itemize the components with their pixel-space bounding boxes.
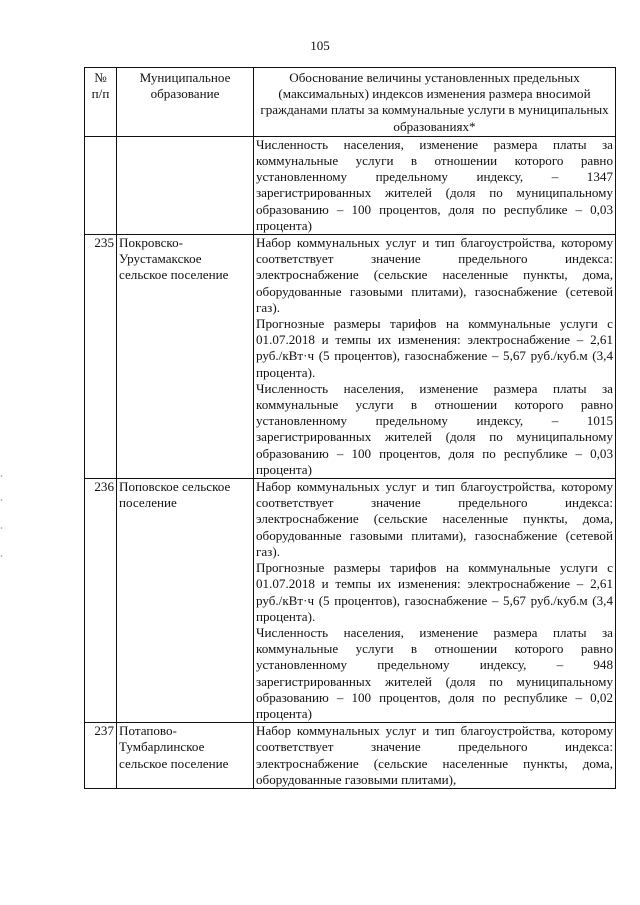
- header-municipality: Муниципальное образование: [117, 68, 254, 137]
- header-justification: Обоснование величины установленных предельных (максимальных) индексов изменения размера вносимой гражданами платы за коммунальные услуги в муниципальных образованиях*: [254, 68, 616, 137]
- row-number: [85, 136, 117, 234]
- table-header: [85, 68, 616, 137]
- population-paragraph: Численность населения, изменение размера платы за коммунальные услуги в отношении которого равно установленному предельному индексу, – 948 зарегистрированных жителей (доля по муниципальному образованию – 100 процентов, доля по республике – 0,02 процента): [256, 624, 613, 721]
- services-paragraph: Набор коммунальных услуг и тип благоустройства, которому соответствует значение предельного индекса: электроснабжение (сельские населенные пункты, дома, оборудованные газовыми плитами),: [256, 723, 613, 787]
- population-paragraph: Численность населения, изменение размера платы за коммунальные услуги в отношении которого равно установленному предельному индексу, – 1015 зарегистрированных жителей (доля по муниципальному образованию – 100 процентов, доля по республике – 0,03 процента): [256, 380, 613, 477]
- margin-punch-marks: [0, 470, 3, 580]
- municipality-name: [117, 136, 254, 234]
- municipality-name: Поповское сельское поселение: [117, 479, 254, 723]
- table-row: [85, 136, 616, 234]
- table-row: [85, 235, 616, 479]
- page-number: 105: [310, 38, 330, 53]
- justification-cell: [254, 136, 616, 234]
- justification-cell: [254, 479, 616, 723]
- municipality-name: Потапово-Тумбарлинское сельское поселение: [117, 723, 254, 789]
- tariff-index-table: [84, 67, 616, 789]
- tariffs-paragraph: Прогнозные размеры тарифов на коммунальные услуги с 01.07.2018 и темпы их изменения: электроснабжение – 2,61 руб./кВт·ч (5 процентов), газоснабжение – 5,67 руб./куб.м (3,4 процента).: [256, 316, 613, 380]
- row-number: 235: [85, 235, 117, 479]
- table-row: [85, 479, 616, 723]
- municipality-name: Покровско-Урустамакское сельское поселение: [117, 235, 254, 479]
- header-num: № п/п: [85, 68, 117, 137]
- services-paragraph: Набор коммунальных услуг и тип благоустройства, которому соответствует значение предельного индекса: электроснабжение (сельские населенные пункты, дома, оборудованные газовыми плитами), газоснабжение (сетевой газ).: [256, 479, 613, 559]
- population-paragraph: Численность населения, изменение размера платы за коммунальные услуги в отношении которого равно установленному предельному индексу, – 1347 зарегистрированных жителей (доля по муниципальному образованию – 100 процентов, доля по республике – 0,03 процента): [256, 136, 613, 233]
- services-paragraph: Набор коммунальных услуг и тип благоустройства, которому соответствует значение предельного индекса: электроснабжение (сельские населенные пункты, дома, оборудованные газовыми плитами), газоснабжение (сетевой газ).: [256, 235, 613, 315]
- table-row: [85, 723, 616, 789]
- justification-cell: [254, 723, 616, 789]
- justification-cell: [254, 235, 616, 479]
- row-number: 236: [85, 479, 117, 723]
- row-number: 237: [85, 723, 117, 789]
- tariffs-paragraph: Прогнозные размеры тарифов на коммунальные услуги с 01.07.2018 и темпы их изменения: электроснабжение – 2,61 руб./кВт·ч (5 процентов), газоснабжение – 5,67 руб./куб.м (3,4 процента).: [256, 560, 613, 624]
- header-row: [85, 68, 616, 137]
